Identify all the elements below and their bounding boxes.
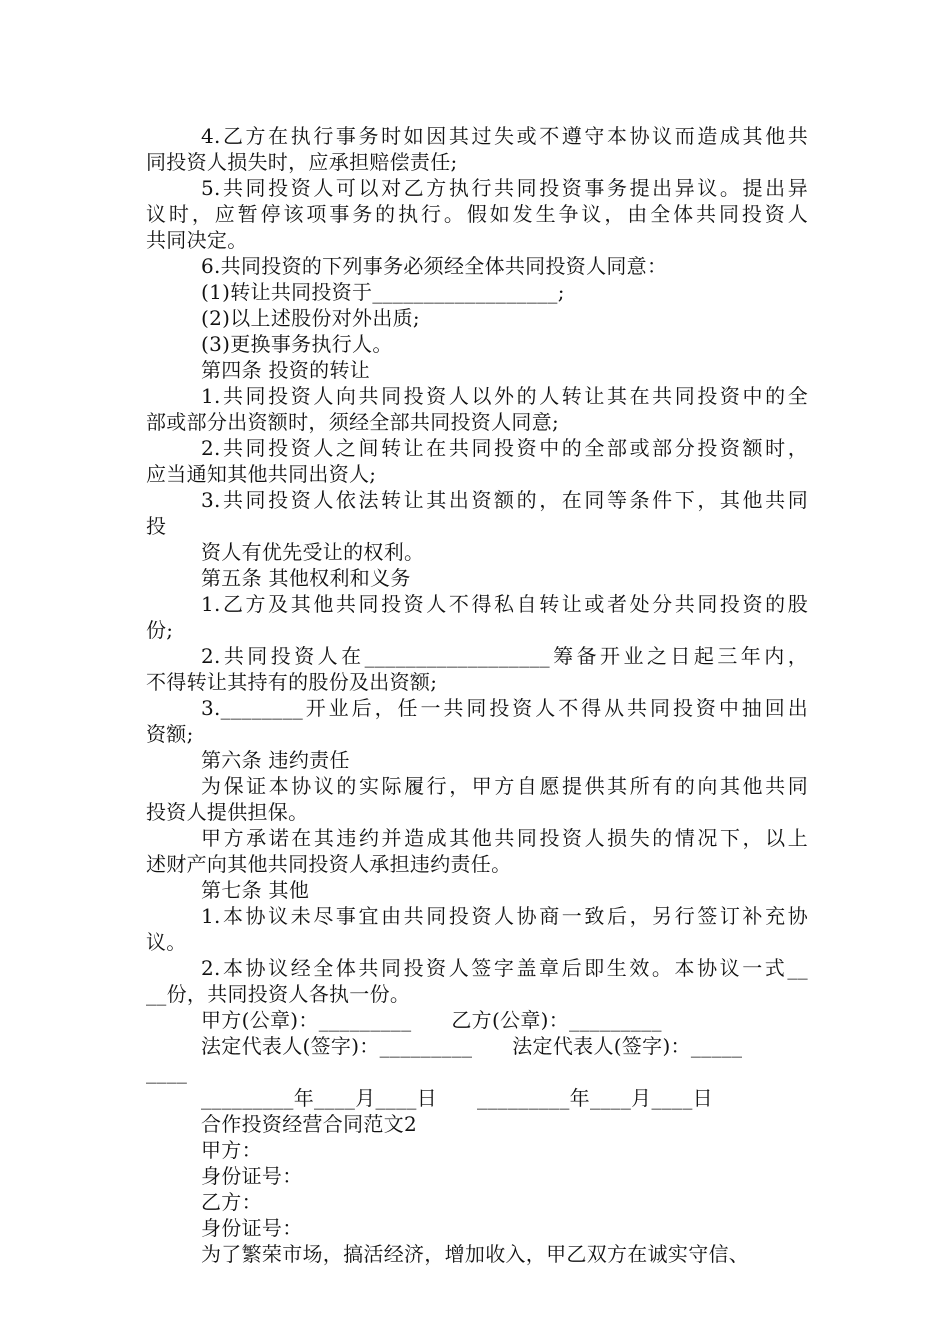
paragraph-line: 应当通知其他共同出资人; bbox=[146, 462, 377, 486]
paragraph-line: 资额; bbox=[146, 722, 194, 746]
paragraph-line: 3.________开业后，任一共同投资人不得从共同投资中抽回出 bbox=[201, 696, 808, 720]
paragraph-line: 1.本协议未尽事宜由共同投资人协商一致后，另行签订补充协 bbox=[201, 904, 808, 928]
paragraph-line: 份; bbox=[146, 618, 174, 642]
paragraph-line: 6.共同投资的下列事务必须经全体共同投资人同意： bbox=[201, 254, 668, 278]
paragraph-line: 3.共同投资人依法转让其出资额的，在同等条件下，其他共同 bbox=[201, 488, 808, 512]
date-line: _________年____月____日 _________年____月____日 bbox=[201, 1086, 713, 1110]
paragraph-line: 部或部分出资额时，须经全部共同投资人同意; bbox=[146, 410, 560, 434]
section-heading: 第五条 其他权利和义务 bbox=[201, 566, 411, 590]
paragraph-line: 议。 bbox=[146, 930, 187, 954]
list-item: (2)以上述股份对外出质; bbox=[201, 306, 420, 330]
paragraph-line: 甲方承诺在其违约并造成其他共同投资人损失的情况下，以上 bbox=[201, 826, 808, 850]
paragraph-line: 议时，应暂停该项事务的执行。假如发生争议，由全体共同投资人 bbox=[146, 202, 808, 226]
paragraph-line: 不得转让其持有的股份及出资额; bbox=[146, 670, 438, 694]
paragraph-line: 共同决定。 bbox=[146, 228, 248, 252]
paragraph-line: 2.共同投资人之间转让在共同投资中的全部或部分投资额时， bbox=[201, 436, 808, 460]
id-field: 身份证号： bbox=[201, 1216, 303, 1240]
list-item: (1)转让共同投资于__________________; bbox=[201, 280, 565, 304]
section-heading: 第七条 其他 bbox=[201, 878, 310, 902]
party-field: 甲方： bbox=[201, 1138, 262, 1162]
paragraph-line: __份，共同投资人各执一份。 bbox=[146, 982, 411, 1006]
list-item: (3)更换事务执行人。 bbox=[201, 332, 393, 356]
paragraph-line: 2.本协议经全体共同投资人签字盖章后即生效。本协议一式__ bbox=[201, 956, 808, 980]
paragraph-line: 1.共同投资人向共同投资人以外的人转让其在共同投资中的全 bbox=[201, 384, 808, 408]
id-field: 身份证号： bbox=[201, 1164, 303, 1188]
paragraph-line: 为保证本协议的实际履行，甲方自愿提供其所有的向其他共同 bbox=[201, 774, 808, 798]
paragraph-line: 资人有优先受让的权利。 bbox=[201, 540, 425, 564]
paragraph-line: 投 bbox=[146, 514, 167, 538]
section-heading: 第六条 违约责任 bbox=[201, 748, 350, 772]
document-body bbox=[146, 123, 808, 1267]
paragraph-line: 述财产向其他共同投资人承担违约责任。 bbox=[146, 852, 512, 876]
party-field: 乙方： bbox=[201, 1190, 262, 1214]
paragraph-line: 2.共同投资人在__________________筹备开业之日起三年内， bbox=[201, 644, 808, 668]
signature-line: 甲方(公章)：_________ 乙方(公章)：_________ bbox=[201, 1008, 662, 1032]
signature-line: 法定代表人(签字)：_________ 法定代表人(签字)：_____ bbox=[201, 1034, 743, 1058]
paragraph-line: 同投资人损失时，应承担赔偿责任; bbox=[146, 150, 458, 174]
paragraph-line: 4.乙方在执行事务时如因其过失或不遵守本协议而造成其他共 bbox=[201, 124, 808, 148]
signature-line: ____ bbox=[146, 1060, 188, 1084]
paragraph-line: 5.共同投资人可以对乙方执行共同投资事务提出异议。提出异 bbox=[201, 176, 808, 200]
document-title: 合作投资经营合同范文2 bbox=[201, 1112, 418, 1136]
paragraph-line: 为了繁荣市场，搞活经济，增加收入，甲乙双方在诚实守信、 bbox=[201, 1242, 750, 1266]
paragraph-line: 1.乙方及其他共同投资人不得私自转让或者处分共同投资的股 bbox=[201, 592, 808, 616]
section-heading: 第四条 投资的转让 bbox=[201, 358, 371, 382]
paragraph-line: 投资人提供担保。 bbox=[146, 800, 309, 824]
